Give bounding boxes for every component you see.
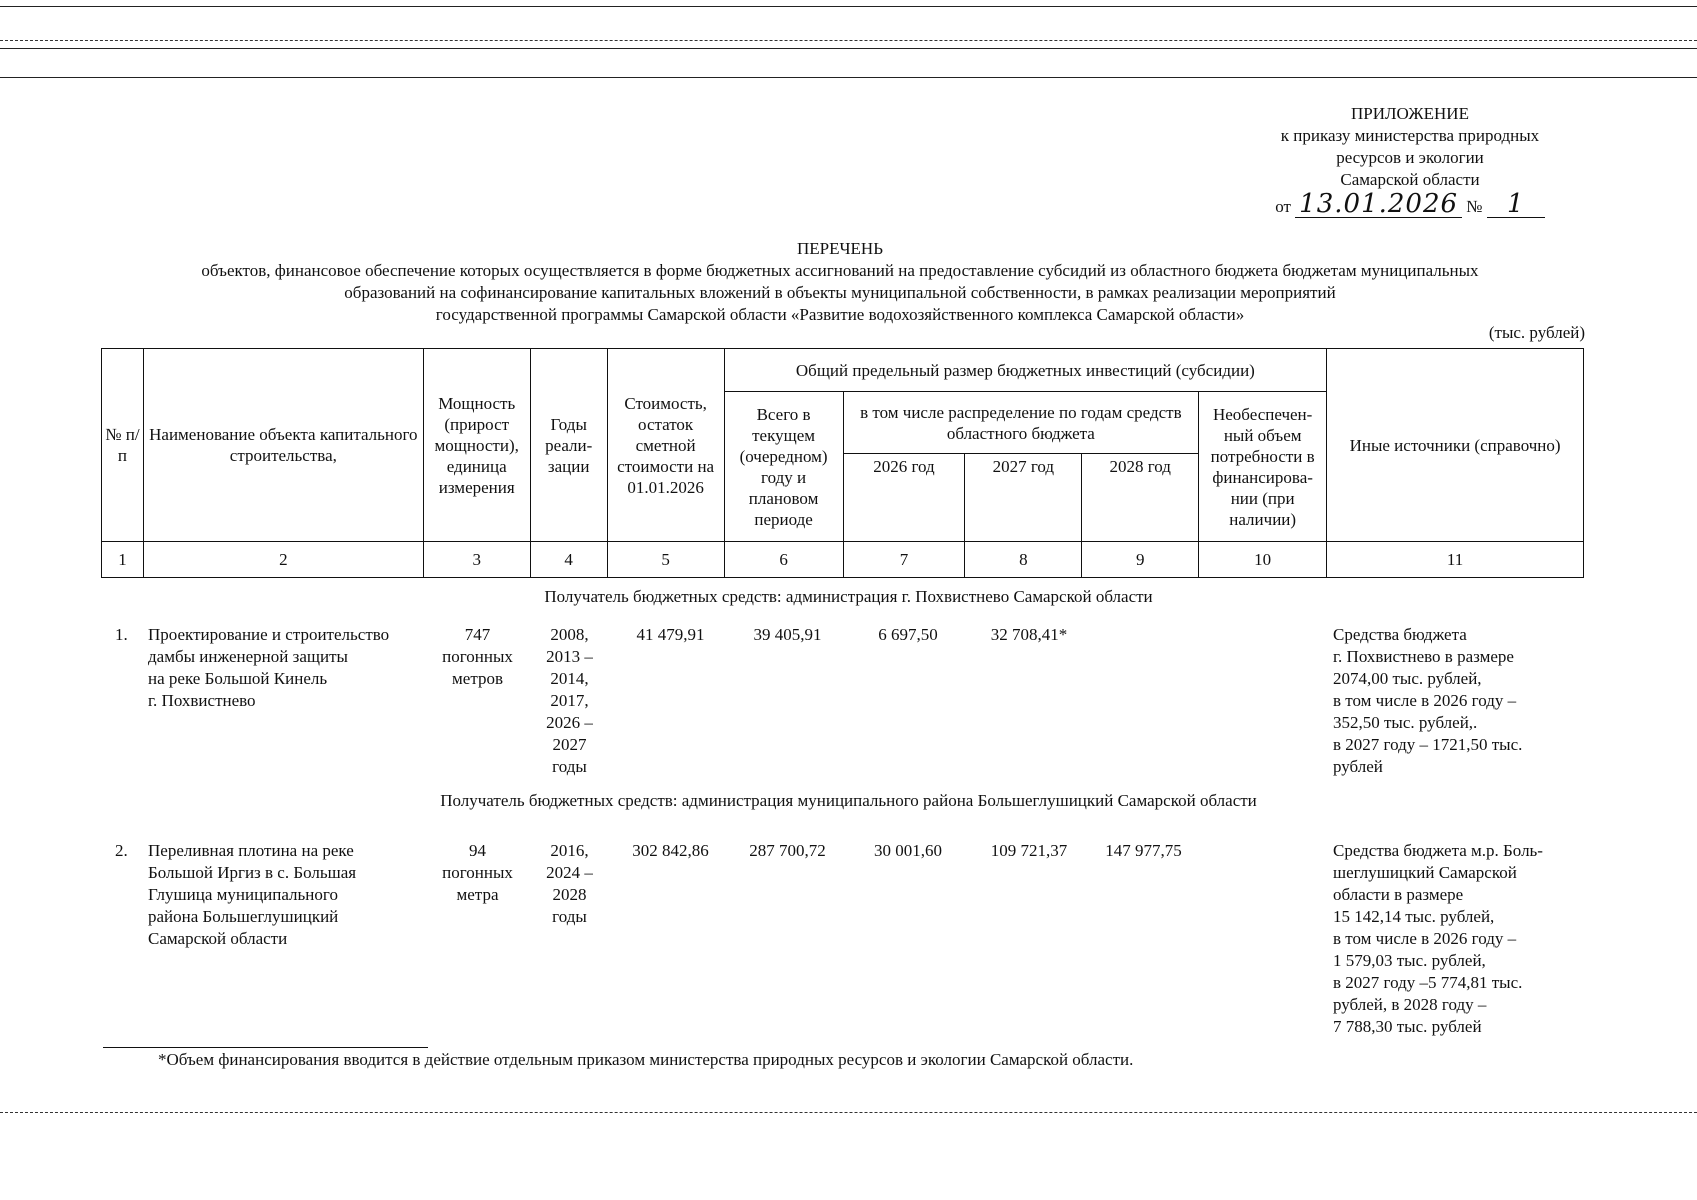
title-line-2: образований на софинансирование капитальных вложений в объекты муниципальной собственности, в рамках реализации мероприятий [344, 283, 1336, 302]
other-line: г. Похвистнево в размере [1333, 647, 1514, 666]
name-line: на реке Большой Кинель [148, 669, 328, 688]
row-years [532, 624, 607, 778]
table-row-1 [0, 624, 1697, 774]
years-line: 2016, [550, 841, 589, 860]
appendix-date-row [1210, 191, 1610, 218]
row-other [1333, 840, 1593, 1038]
years-line: 2008, [550, 625, 589, 644]
title-line-3: государственной программы Самарской области «Развитие водохозяйственного комплекса Самарской области» [435, 305, 1245, 324]
th-num-8: 8 [965, 542, 1082, 578]
footnote: *Объем финансирования вводится в действие отдельным приказом министерства природных ресурсов и экологии Самарской области. [158, 1050, 1134, 1069]
other-line: 15 142,14 тыс. рублей, [1333, 907, 1495, 926]
capacity-line: погонных [442, 647, 513, 666]
other-line: в том числе в 2026 году – [1333, 691, 1517, 710]
table-header [101, 348, 1584, 578]
years-line: годы [552, 757, 587, 776]
name-line: Самарской области [148, 929, 288, 948]
row-2026: 6 697,50 [878, 625, 938, 644]
th-num-2: 2 [143, 542, 423, 578]
row-total: 39 405,91 [753, 625, 822, 644]
row-other [1333, 624, 1593, 778]
years-line: 2028 [552, 885, 587, 904]
scan-header-bottom-line [0, 77, 1697, 78]
row-2027: 109 721,37 [990, 841, 1068, 860]
years-line: 2017, [550, 691, 589, 710]
years-line: 2027 [552, 735, 587, 754]
scan-bottom-line [0, 1112, 1697, 1113]
appendix-line-1: к приказу министерства природных [1280, 126, 1540, 145]
years-line: 2026 – [546, 713, 593, 732]
name-line: Глушица муниципального [148, 885, 338, 904]
th-name: Наименование объекта капитального строительства, [143, 349, 423, 542]
other-line: 352,50 тыс. рублей,. [1333, 713, 1478, 732]
row-number: 1. [115, 625, 128, 644]
other-line: Средства бюджета [1333, 625, 1467, 644]
capacity-line: погонных [442, 863, 513, 882]
capacity-line: метра [456, 885, 499, 904]
th-num-1: 1 [102, 542, 144, 578]
capacity-line: 747 [464, 625, 491, 644]
th-num-10: 10 [1199, 542, 1327, 578]
row-cost: 302 842,86 [632, 841, 709, 860]
capacity-line: 94 [469, 841, 486, 860]
th-group: Общий предельный размер бюджетных инвестиций (субсидии) [724, 349, 1327, 392]
other-line: в том числе в 2026 году – [1333, 929, 1517, 948]
appendix-line-2: ресурсов и экологии [1336, 148, 1484, 167]
unit-label: (тыс. рублей) [1488, 323, 1585, 342]
years-line: 2014, [550, 669, 589, 688]
scan-band-line [0, 48, 1697, 49]
row-2026: 30 001,60 [874, 841, 942, 860]
appendix-title: ПРИЛОЖЕНИЕ [1351, 104, 1469, 123]
scan-top-line [0, 6, 1697, 7]
th-number: № п/п [102, 349, 144, 542]
other-line: рублей, в 2028 году – [1333, 995, 1487, 1014]
th-num-7: 7 [843, 542, 965, 578]
appendix-block [1210, 103, 1610, 218]
row-capacity [425, 624, 530, 690]
document-title [100, 238, 1580, 326]
th-2028: 2028 год [1082, 454, 1199, 542]
title-heading: ПЕРЕЧЕНЬ [797, 239, 883, 258]
row-number: 2. [115, 841, 128, 860]
th-cost: Стоимость, остаток сметной стоимости на 01.01.2026 [607, 349, 724, 542]
name-line: Проектирование и строительство [148, 625, 390, 644]
title-line-1: объектов, финансовое обеспечение которых осуществляется в форме бюджетных ассигнований на предоставление субсидий из областного бюджета бюджетам муниципальных [201, 261, 1479, 280]
th-2027: 2027 год [965, 454, 1082, 542]
th-num-3: 3 [423, 542, 530, 578]
th-num-11: 11 [1327, 542, 1584, 578]
row-years [532, 840, 607, 928]
table-row-2 [0, 840, 1697, 1040]
recipient-1: Получатель бюджетных средств: администрация г. Похвистнево Самарской области [544, 587, 1153, 606]
other-line: 7 788,30 тыс. рублей [1333, 1017, 1482, 1036]
th-num-9: 9 [1082, 542, 1199, 578]
th-total: Всего в текущем (очередном) году и плановом периоде [724, 392, 843, 542]
row-2028: 147 977,75 [1105, 841, 1182, 860]
date-prefix: от [1275, 197, 1291, 216]
name-line: г. Похвистнево [148, 691, 256, 710]
capacity-line: метров [452, 669, 503, 688]
row-capacity [425, 840, 530, 906]
name-line: района Большеглушицкий [148, 907, 339, 926]
row-name [148, 624, 428, 712]
scan-dashed-line [0, 40, 1697, 41]
appendix-line-3: Самарской области [1340, 170, 1480, 189]
th-num-5: 5 [607, 542, 724, 578]
other-line: рублей [1333, 757, 1383, 776]
th-other: Иные источники (справочно) [1327, 349, 1584, 542]
number-prefix: № [1466, 197, 1483, 216]
row-cost: 41 479,91 [636, 625, 705, 644]
years-line: годы [552, 907, 587, 926]
footnote-separator [103, 1047, 428, 1048]
th-unsecured: Необеспечен-ный объем потребности в финансирова-нии (при наличии) [1199, 392, 1327, 542]
name-line: дамбы инженерной защиты [148, 647, 348, 666]
years-line: 2024 – [546, 863, 593, 882]
th-years: Годы реали-зации [530, 349, 607, 542]
other-line: Средства бюджета м.р. Боль- [1333, 841, 1543, 860]
row-name [148, 840, 428, 950]
other-line: области в размере [1333, 885, 1464, 904]
other-line: в 2027 году – 1721,50 тыс. [1333, 735, 1523, 754]
row-2027: 32 708,41* [990, 625, 1068, 644]
name-line: Переливная плотина на реке [148, 841, 354, 860]
handwritten-date: 13.01.2026 [1295, 191, 1462, 218]
th-num-4: 4 [530, 542, 607, 578]
other-line: 1 579,03 тыс. рублей, [1333, 951, 1486, 970]
th-num-6: 6 [724, 542, 843, 578]
years-line: 2013 – [546, 647, 593, 666]
th-capacity: Мощность (прирост мощности), единица измерения [423, 349, 530, 542]
name-line: Большой Иргиз в с. Большая [148, 863, 357, 882]
other-line: 2074,00 тыс. рублей, [1333, 669, 1482, 688]
other-line: шеглушицкий Самарской [1333, 863, 1517, 882]
other-line: в 2027 году –5 774,81 тыс. [1333, 973, 1523, 992]
th-subgroup: в том числе распределение по годам средств областного бюджета [843, 392, 1199, 454]
row-total: 287 700,72 [749, 841, 826, 860]
recipient-2: Получатель бюджетных средств: администрация муниципального района Большеглушицкий Самарской области [440, 791, 1257, 810]
th-2026: 2026 год [843, 454, 965, 542]
handwritten-number: 1 [1487, 191, 1545, 218]
